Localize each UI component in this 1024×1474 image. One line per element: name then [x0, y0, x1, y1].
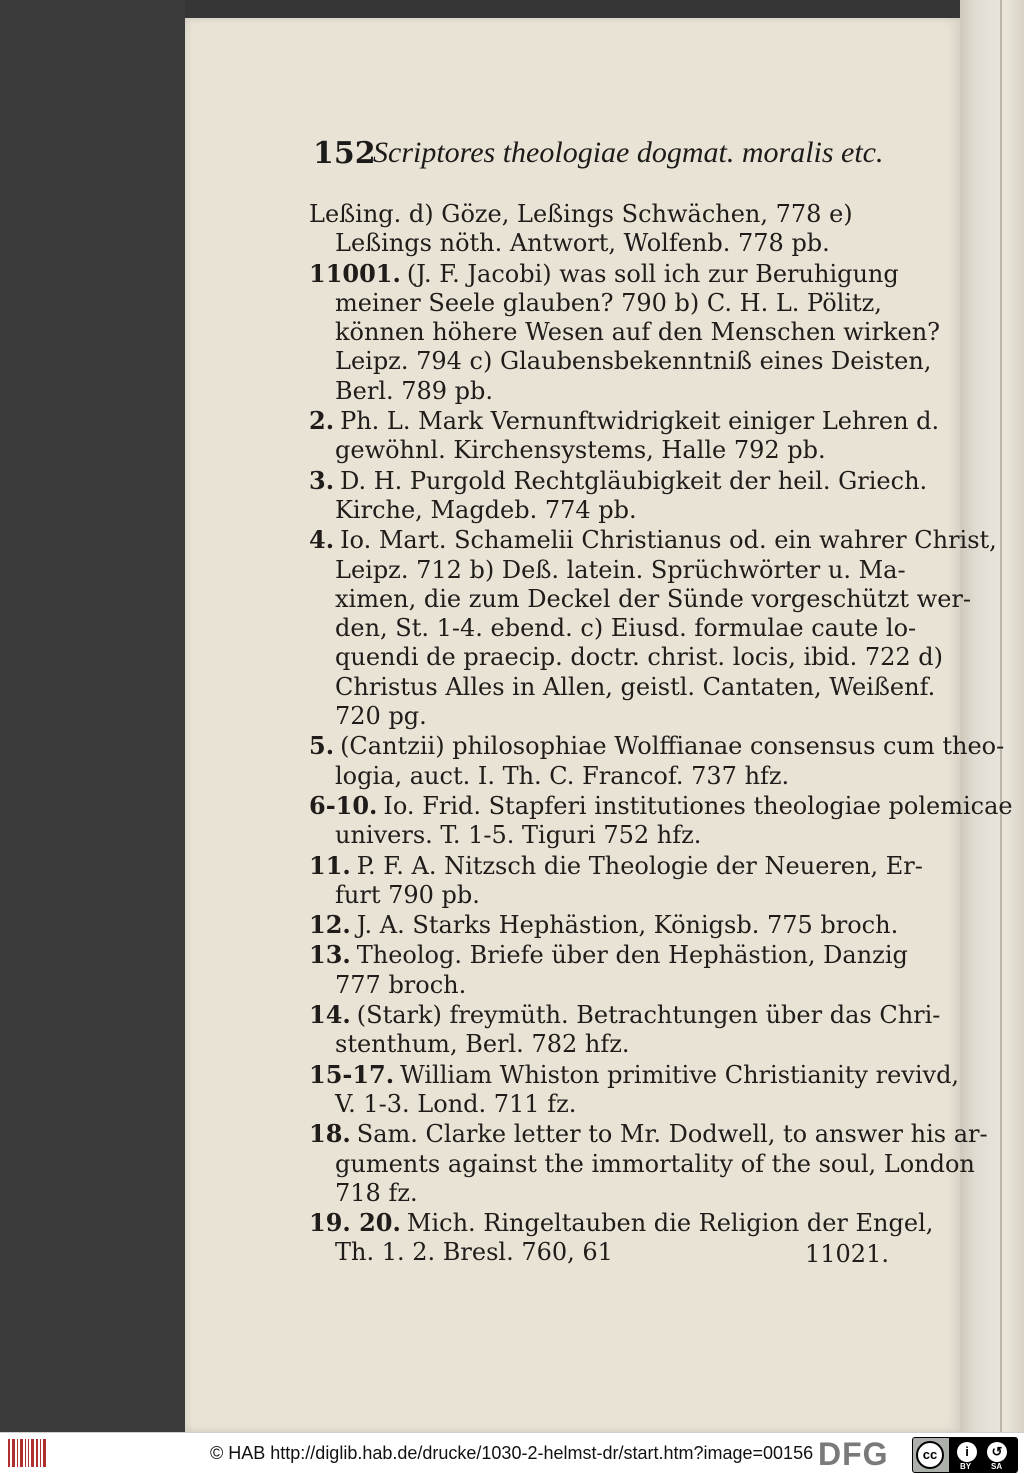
catalog-entry [303, 406, 940, 466]
entry-line [303, 790, 1013, 821]
attribution-icon: i [957, 1442, 977, 1462]
entry-text: quendi de praecip. doctr. christ. locis, ibid. 722 d) [335, 643, 944, 672]
entry-number: 14. [309, 1000, 351, 1030]
entry-text: den, St. 1-4. ebend. c) Eiusd. formulae caute lo- [335, 614, 917, 643]
entry-text: Leipz. 712 b) Deß. latein. Sprüchwörter u. Ma- [335, 555, 906, 584]
entry-line [303, 465, 928, 496]
entry-line [303, 1208, 934, 1238]
scan-background-left [0, 0, 185, 1432]
page-header [313, 136, 933, 180]
entry-text: univers. T. 1-5. Tiguri 752 hfz. [335, 821, 702, 850]
adjacent-page-edge [960, 0, 1024, 1432]
catalog-entry [303, 1059, 960, 1120]
entry-number: 5. [309, 731, 335, 761]
entry-line [303, 229, 903, 258]
entry-line [303, 1059, 960, 1090]
entry-line [303, 940, 908, 970]
entry-line [303, 731, 1005, 761]
entry-number: 11. [309, 850, 351, 880]
entry-text: J. A. Starks Hephästion, Königsb. 775 broch. [356, 911, 899, 940]
entry-text: meiner Seele glauben? 790 b) C. H. L. Pölitz, [335, 288, 882, 317]
entry-text: Io. Frid. Stapferi institutiones theologiae polemicae [383, 791, 1013, 820]
entry-line [303, 1179, 903, 1208]
entry-text: 720 pg. [335, 702, 427, 731]
entry-line [303, 1090, 903, 1119]
entry-text: Th. 1. 2. Bresl. 760, 61 [335, 1238, 613, 1267]
entry-number: 13. [309, 940, 351, 970]
entry-line [303, 200, 903, 229]
catalog-entry [303, 525, 997, 731]
entry-text: können höhere Wesen auf den Menschen wirken? [335, 318, 941, 347]
entry-text: guments against the immortality of the soul, London [335, 1149, 975, 1178]
entry-text: Sam. Clarke letter to Mr. Dodwell, to answer his ar- [356, 1120, 988, 1149]
entry-line [303, 259, 903, 289]
entry-line [303, 289, 903, 318]
entry-line [303, 1119, 988, 1149]
entry-text: Leßing. d) Göze, Leßings Schwächen, 778 e) [309, 200, 853, 228]
cc-license-badge[interactable] [912, 1437, 1018, 1473]
entry-line [303, 555, 906, 585]
entry-number: 4. [309, 525, 335, 555]
entry-line [303, 496, 903, 525]
dfg-logo: DFG [818, 1436, 889, 1472]
catalog-entry [303, 940, 908, 1000]
entry-line [303, 614, 917, 643]
entry-text: logia, auct. I. Th. C. Francof. 737 hfz. [335, 761, 790, 790]
entry-text: Theolog. Briefe über den Hephästion, Danzig [356, 941, 908, 970]
entry-text: gewöhnl. Kirchensystems, Halle 792 pb. [335, 436, 826, 465]
catalog-entry [303, 258, 941, 406]
catalog-entry [303, 1000, 941, 1060]
entry-line [303, 584, 972, 614]
entry-line [303, 672, 936, 702]
entry-line [303, 702, 903, 731]
catalog-entry [303, 200, 903, 259]
entry-text: Christus Alles in Allen, geistl. Cantaten, Weißenf. [335, 672, 936, 701]
entry-line [303, 762, 903, 791]
license-sa-label: SA [991, 1462, 1003, 1471]
catalog-entries [303, 200, 1013, 1268]
entry-text: Berl. 789 pb. [335, 376, 494, 405]
entry-text: 718 fz. [335, 1178, 418, 1207]
entry-line [303, 910, 903, 940]
entry-number: 2. [309, 406, 335, 436]
entry-text: 777 broch. [335, 970, 467, 999]
catalog-entry [303, 910, 903, 940]
entry-text: Kirche, Magdeb. 774 pb. [335, 495, 637, 524]
entry-text: (Stark) freymüth. Betrachtungen über das Chri- [356, 1001, 941, 1030]
catchword: 11021. [805, 1240, 889, 1268]
entry-number: 15-17. [309, 1059, 395, 1089]
cc-icon: cc [916, 1441, 944, 1469]
entry-text: P. F. A. Nitzsch die Theologie der Neueren, Er- [356, 851, 923, 880]
entry-number: 18. [309, 1119, 351, 1149]
entry-line [303, 881, 903, 910]
entry-text: ximen, die zum Deckel der Sünde vorgeschützt wer- [335, 584, 972, 613]
entry-text: D. H. Purgold Rechtgläubigkeit der heil. Griech. [340, 466, 928, 495]
entry-text: Io. Mart. Schamelii Christianus od. ein wahrer Christ, [340, 526, 997, 555]
entry-text: (J. F. Jacobi) was soll ich zur Beruhigung [406, 259, 899, 288]
share-alike-icon: ↺ [987, 1442, 1007, 1462]
entry-text: furt 790 pb. [335, 880, 480, 909]
entry-line [303, 1000, 941, 1030]
catalog-entry [303, 465, 928, 526]
entry-text: Leipz. 794 c) Glaubensbekenntniß eines Deisten, [335, 347, 932, 376]
entry-line [303, 821, 903, 850]
viewer-footer [0, 1432, 1024, 1474]
entry-text: Leßings nöth. Antwort, Wolfenb. 778 pb. [335, 229, 830, 258]
entry-text: William Whiston primitive Christianity revivd, [400, 1060, 960, 1089]
entry-number: 12. [309, 910, 351, 940]
barcode-icon [8, 1439, 46, 1467]
page-number: 152 [313, 136, 376, 171]
entry-text: Mich. Ringeltauben die Religion der Engel, [406, 1209, 934, 1238]
entry-text: V. 1-3. Lond. 711 fz. [335, 1089, 577, 1118]
source-credit-link[interactable]: © HAB http://diglib.hab.de/drucke/1030-2-helmst-dr/start.htm?image=00156 [210, 1443, 814, 1463]
entry-number: 3. [309, 465, 335, 495]
catalog-entry [303, 1119, 988, 1208]
entry-line [303, 971, 903, 1000]
entry-line [303, 643, 944, 672]
entry-text: (Cantzii) philosophiae Wolffianae consensus cum theo- [340, 732, 1005, 761]
license-by-label: BY [960, 1462, 972, 1471]
entry-line [303, 347, 932, 376]
entry-line [303, 377, 903, 406]
entry-line [303, 1030, 903, 1059]
entry-line [303, 436, 903, 465]
entry-text: stenthum, Berl. 782 hfz. [335, 1030, 630, 1059]
entry-line [303, 1149, 975, 1179]
entry-number: 19. 20. [309, 1208, 401, 1238]
entry-line [303, 406, 940, 436]
catalog-entry [303, 790, 1013, 851]
entry-line [303, 318, 941, 347]
running-title: Scriptores theologiae dogmat. moralis etc. [373, 136, 884, 169]
entry-line [303, 525, 997, 555]
book-page [185, 18, 1013, 1432]
entry-line [303, 850, 923, 881]
entry-text: Ph. L. Mark Vernunftwidrigkeit einiger Lehren d. [340, 407, 940, 436]
entry-number: 11001. [309, 258, 401, 288]
catalog-entry [303, 850, 923, 911]
entry-number: 6-10. [309, 790, 378, 820]
catalog-entry [303, 731, 1005, 791]
